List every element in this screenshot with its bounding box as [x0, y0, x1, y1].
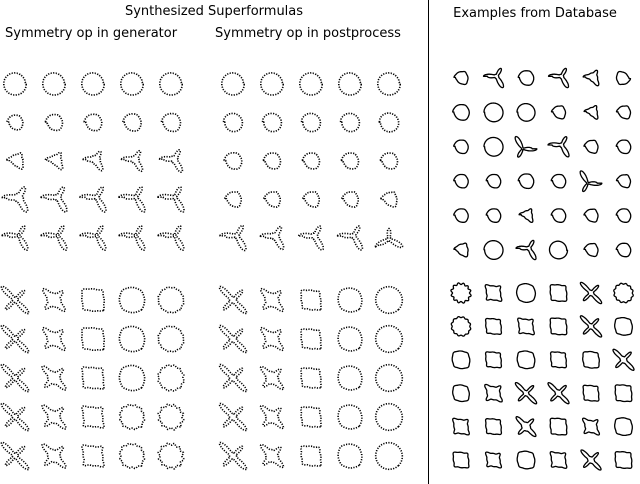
superformula-shape	[1, 286, 28, 313]
superformula-shape	[82, 406, 104, 428]
superformula-shape	[4, 73, 26, 95]
superformula-shape	[338, 405, 362, 429]
superformula-shape	[342, 153, 359, 169]
superformula-shape	[301, 329, 321, 349]
superformula-shape	[224, 153, 242, 169]
superformula-shape	[261, 445, 284, 468]
superformula-shape	[222, 73, 244, 95]
superformula-shape	[515, 383, 536, 404]
superformula-shape	[220, 326, 247, 353]
superformula-shape	[43, 328, 66, 351]
superformula-shape	[301, 368, 321, 388]
superformula-shape	[303, 153, 320, 169]
superformula-shape	[261, 367, 284, 390]
superformula-shape	[484, 68, 504, 87]
superformula-shape	[453, 105, 470, 121]
superformula-shape	[548, 137, 569, 157]
superformula-shape	[338, 288, 362, 312]
superformula-shape	[550, 452, 567, 469]
superformula-shape	[451, 283, 471, 303]
superformula-shape	[583, 385, 599, 401]
superformula-shape	[515, 137, 537, 158]
superformula-shape	[224, 113, 243, 131]
superformula-shape	[341, 113, 360, 131]
superformula-shape	[7, 153, 23, 169]
superformula-shape	[260, 227, 283, 250]
superformula-shape	[84, 114, 102, 130]
superformula-shape	[549, 68, 569, 87]
superformula-shape	[376, 326, 403, 353]
postprocess-triangles-panel	[220, 73, 403, 251]
superformula-shape	[486, 452, 502, 468]
superformula-shape	[580, 282, 601, 303]
superformula-shape	[80, 226, 106, 250]
superformula-shape	[551, 175, 565, 188]
superformula-shape	[261, 406, 284, 429]
superformula-shape	[261, 73, 283, 95]
superformula-shape	[220, 226, 246, 251]
superformula-shape	[158, 326, 184, 352]
superformula-shape	[584, 244, 598, 257]
superformula-shape	[486, 209, 500, 222]
superformula-shape	[158, 226, 184, 250]
superformula-shape	[615, 385, 632, 402]
superformula-shape	[264, 153, 281, 169]
superformula-shape	[1, 364, 28, 391]
superformula-shape	[342, 192, 359, 207]
superformula-shape	[82, 73, 104, 95]
superformula-shape	[486, 352, 502, 368]
superformula-shape	[82, 328, 104, 350]
superformula-shape	[338, 366, 362, 390]
superformula-shape	[338, 327, 362, 351]
superformula-shape	[484, 103, 503, 122]
superformula-shape	[518, 71, 533, 86]
superformula-shape	[82, 367, 104, 389]
superformula-shape	[300, 73, 322, 95]
superformula-shape	[617, 106, 631, 119]
superformula-shape	[162, 114, 181, 132]
superformula-shape	[158, 365, 184, 391]
superformula-shape	[158, 443, 184, 469]
superformula-shape	[485, 285, 502, 302]
superformula-shape	[160, 73, 182, 95]
superformula-shape	[122, 151, 143, 172]
superformula-shape	[160, 150, 183, 172]
superformula-shape	[454, 175, 468, 188]
superformula-shape	[486, 419, 502, 435]
superformula-shape	[516, 417, 536, 437]
superformula-shape	[263, 113, 282, 131]
superformula-shape	[119, 187, 145, 212]
superformula-shape	[453, 418, 470, 435]
superformula-shape	[338, 444, 362, 468]
superformula-shape	[551, 352, 567, 368]
superformula-shape	[583, 352, 600, 369]
database-title: Examples from Database	[453, 6, 617, 21]
superformula-shape	[158, 287, 184, 313]
postprocess-squares-panel	[220, 287, 403, 470]
superformula-shape	[580, 171, 602, 192]
superformula-shape	[121, 73, 143, 95]
superformula-shape	[484, 137, 503, 156]
superformula-shape	[83, 151, 103, 170]
superformula-shape	[615, 452, 632, 469]
superformula-shape	[617, 72, 631, 85]
superformula-shape	[376, 404, 403, 431]
superformula-shape	[339, 73, 361, 95]
superformula-shape	[264, 192, 281, 207]
superformula-shape	[451, 317, 470, 336]
superformula-shape	[301, 446, 321, 466]
superformula-shape	[584, 209, 598, 222]
superformula-shape	[45, 152, 62, 169]
superformula-shape	[616, 140, 630, 153]
generator-subtitle: Symmetry op in generator	[5, 26, 178, 41]
superformula-shape	[120, 405, 145, 430]
superformula-shape	[376, 287, 403, 314]
superformula-shape	[583, 418, 600, 435]
superformula-shape	[299, 226, 324, 250]
superformula-shape	[225, 192, 242, 207]
superformula-shape	[616, 209, 630, 222]
superformula-shape	[119, 226, 145, 250]
superformula-shape	[376, 365, 403, 392]
superformula-shape	[7, 115, 23, 130]
superformula-shape	[42, 405, 66, 429]
superformula-shape	[616, 243, 630, 256]
superformula-shape	[581, 450, 601, 470]
superformula-shape	[551, 209, 565, 222]
superformula-shape	[220, 365, 247, 392]
superformula-shape	[46, 115, 63, 131]
superformula-shape	[453, 385, 470, 402]
superformula-shape	[516, 240, 536, 259]
superformula-shape	[454, 209, 468, 222]
superformula-shape	[376, 229, 403, 248]
superformula-shape	[613, 349, 634, 370]
superformula-shape	[584, 140, 598, 153]
superformula-shape	[43, 289, 66, 312]
superformula-shape	[453, 452, 469, 468]
superformula-shape	[43, 73, 65, 95]
superformula-shape	[484, 241, 503, 260]
superformula-shape	[452, 351, 470, 369]
synthesized-title: Synthesized Superformulas	[124, 4, 304, 19]
superformula-shape	[552, 106, 566, 119]
superformula-shape	[454, 243, 468, 257]
superformula-shape	[580, 316, 601, 337]
superformula-shape	[378, 73, 400, 95]
superformula-shape	[615, 418, 633, 436]
superformula-shape	[381, 192, 397, 207]
postprocess-subtitle: Symmetry op in postprocess	[215, 26, 401, 41]
superformula-shape	[119, 326, 144, 351]
generator-squares-panel	[1, 286, 184, 469]
superformula-shape	[485, 385, 502, 402]
superformula-shape	[615, 318, 633, 336]
superformula-shape	[41, 187, 67, 212]
superformula-shape	[123, 114, 141, 131]
superformula-shape	[517, 351, 535, 369]
superformula-shape	[301, 407, 321, 427]
superformula-shape	[548, 383, 569, 404]
superformula-shape	[2, 187, 27, 212]
superformula-shape	[220, 404, 247, 431]
superformula-shape	[519, 209, 533, 223]
superformula-shape	[220, 287, 247, 314]
superformula-shape	[1, 325, 28, 352]
superformula-shape	[303, 192, 320, 207]
database-triangles-panel	[453, 68, 631, 259]
superformula-shape	[338, 226, 363, 250]
superformula-shape	[261, 328, 284, 351]
superformula-shape	[550, 285, 567, 302]
superformula-shape	[302, 113, 321, 131]
superformula-shape	[617, 175, 631, 188]
superformula-shape	[486, 319, 502, 335]
superformula-shape	[1, 403, 28, 430]
superformula-shape	[454, 140, 468, 153]
superformula-shape	[550, 241, 568, 259]
superformula-shape	[550, 418, 567, 435]
superformula-shape	[120, 444, 145, 469]
superformula-shape	[82, 445, 104, 467]
superformula-shape	[42, 444, 66, 468]
superformula-shape	[82, 289, 104, 311]
superformula-shape	[583, 70, 599, 85]
superformula-shape	[158, 404, 184, 430]
superformula-shape	[301, 290, 321, 310]
superformula-shape	[119, 287, 144, 312]
superformula-shape	[261, 289, 284, 312]
superformula-shape	[550, 318, 567, 335]
superformula-shape	[381, 153, 398, 169]
generator-triangles-panel	[2, 73, 184, 250]
superformula-shape	[486, 175, 500, 188]
superformula-shape	[1, 442, 28, 469]
superformula-shape	[376, 443, 403, 470]
superformula-shape	[41, 226, 67, 250]
superformula-shape	[584, 106, 598, 120]
superformula-shape	[158, 187, 184, 212]
superformula-shape	[517, 284, 536, 303]
superformula-shape	[220, 443, 247, 470]
superformula-shape	[517, 104, 535, 122]
superformula-shape	[517, 451, 535, 469]
superformula-shape	[454, 72, 468, 85]
superformula-shape	[518, 174, 533, 189]
superformula-shape	[614, 283, 633, 302]
superformula-shape	[119, 365, 144, 390]
superformula-shape	[2, 226, 28, 250]
superformula-shape	[379, 113, 398, 132]
superformula-shape	[80, 187, 106, 212]
superformula-shape	[518, 318, 535, 335]
superformula-shape	[42, 366, 66, 390]
database-squares-panel	[451, 282, 634, 470]
